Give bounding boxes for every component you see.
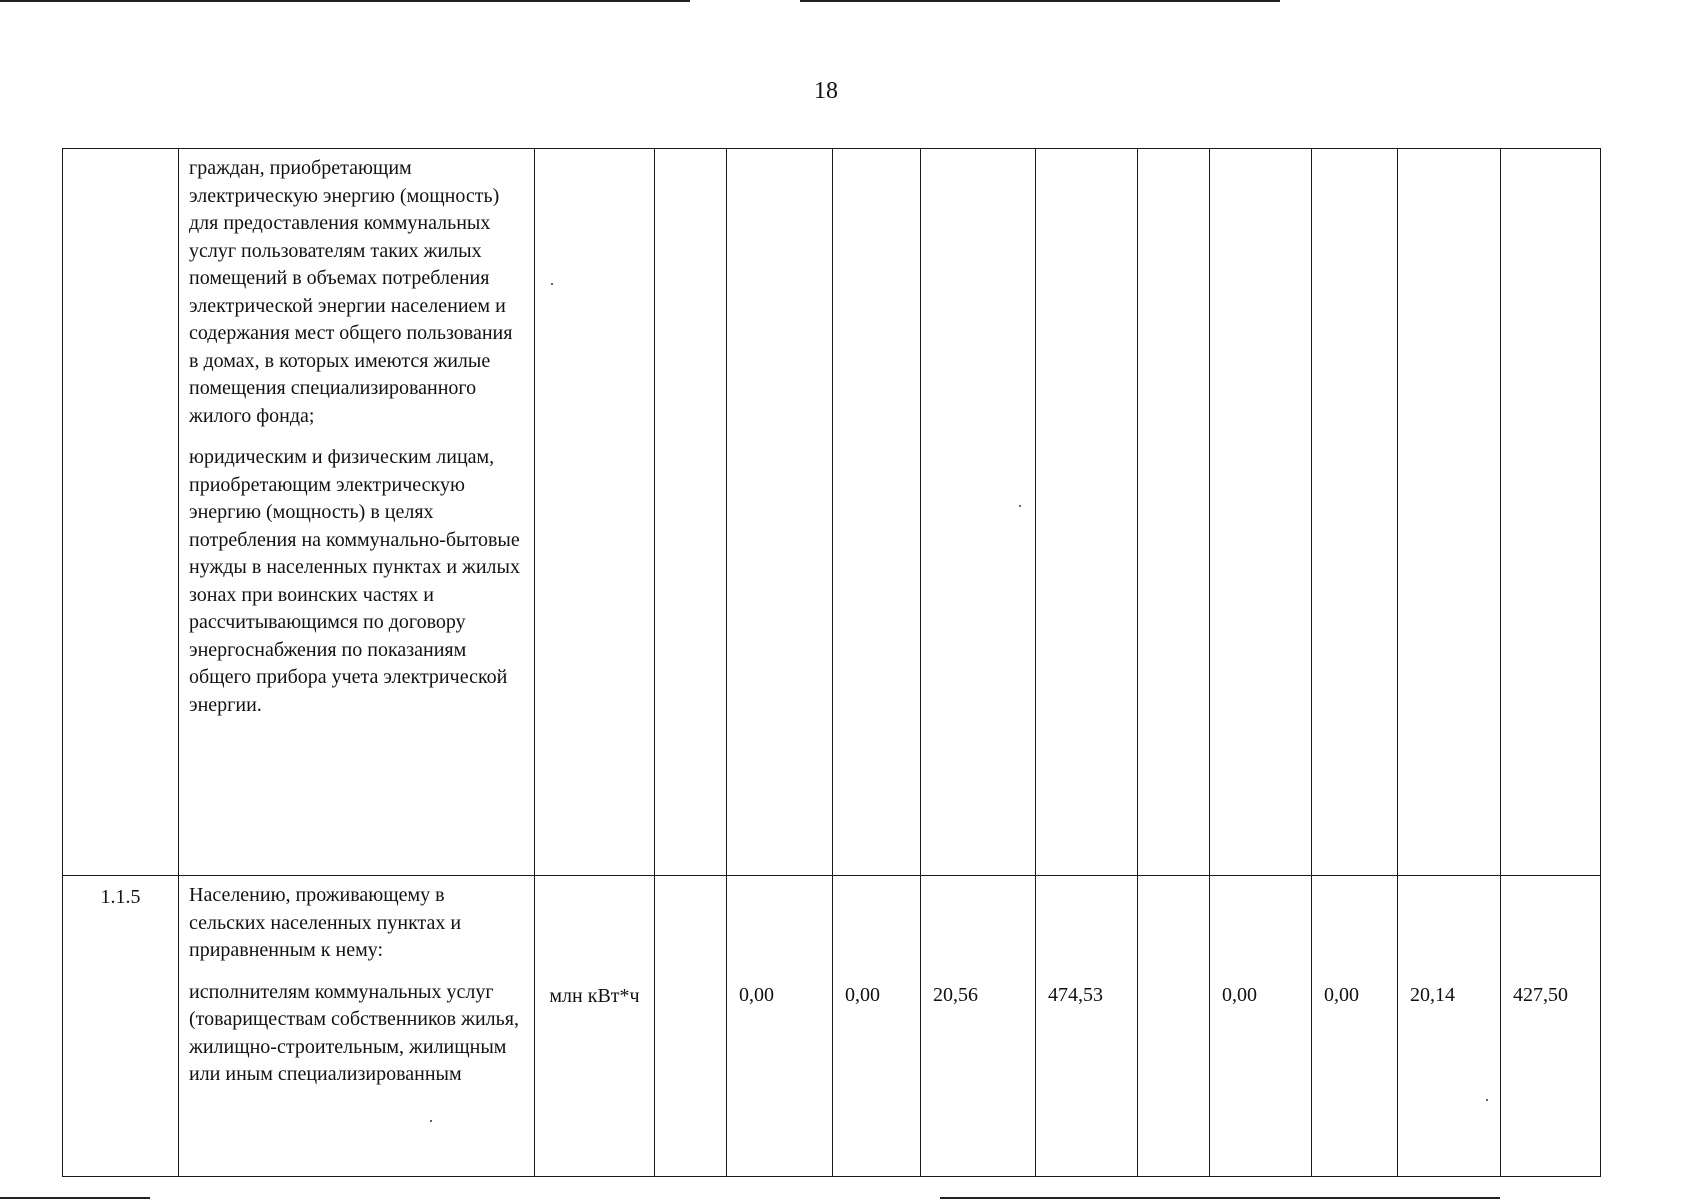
value-cell: 0,00: [727, 876, 833, 1177]
description-paragraph: юридическим и физическим лицам, приобретающим электрическую энергию (мощность) в целях потребления на коммунально-бытовые нужды в населенных пунктах и жилых зонах при воинских частях и рассчитывающимся по договору энергоснабжения по показаниям общего прибора учета электрической энергии.: [189, 446, 520, 716]
value-cell: 20,14: [1398, 876, 1501, 1177]
data-table: [62, 148, 1601, 1177]
row-number-cell: [63, 149, 179, 876]
scan-edge-top-right: [800, 0, 1280, 2]
description-cell: [179, 149, 535, 876]
value-cell: [727, 149, 833, 876]
value-cell: 0,00: [833, 876, 921, 1177]
unit-cell: млн кВт*ч: [535, 876, 655, 1177]
scan-edge-bottom-left: [0, 1197, 150, 1199]
scan-speck: [551, 283, 553, 285]
description-paragraph: Населению, проживающему в сельских населенных пунктах и приравненным к нему:: [189, 884, 462, 961]
unit-cell: [535, 149, 655, 876]
value-cell: 0,00: [1312, 876, 1398, 1177]
page-number: 18: [814, 78, 838, 104]
value-cell: [1501, 149, 1601, 876]
value-cell: [655, 149, 727, 876]
value-cell: [655, 876, 727, 1177]
value-cell: [1138, 149, 1210, 876]
value-cell: 474,53: [1036, 876, 1138, 1177]
scan-speck: [1486, 1099, 1488, 1101]
value-cell: [833, 149, 921, 876]
table-row: [63, 876, 1601, 1177]
value-cell: [1036, 149, 1138, 876]
value-cell: [1138, 876, 1210, 1177]
description-cell: [179, 876, 535, 1177]
value-cell: [1312, 149, 1398, 876]
value-cell: [1210, 149, 1312, 876]
value-cell: 0,00: [1210, 876, 1312, 1177]
scan-speck: [1019, 505, 1021, 507]
value-cell: 20,56: [921, 876, 1036, 1177]
scan-speck: [430, 1120, 432, 1122]
description-paragraph: исполнителям коммунальных услуг (товариществам собственников жилья, жилищно-строительным, жилищным или иным специализированным: [189, 980, 519, 1085]
description-paragraph: граждан, приобретающим электрическую энергию (мощность) для предоставления коммунальных услуг пользователям таких жилых помещений в объемах потребления электрической энергии населением и содержания мест общего пользования в домах, в которых имеются жилые помещения специализированного жилого фонда;: [189, 157, 513, 427]
value-cell: 427,50: [1501, 876, 1601, 1177]
value-cell: [921, 149, 1036, 876]
value-cell: [1398, 149, 1501, 876]
row-number-cell: 1.1.5: [63, 876, 179, 1177]
scan-edge-top-left: [0, 0, 690, 2]
table-row: [63, 149, 1601, 876]
scan-edge-bottom-right: [940, 1197, 1500, 1199]
